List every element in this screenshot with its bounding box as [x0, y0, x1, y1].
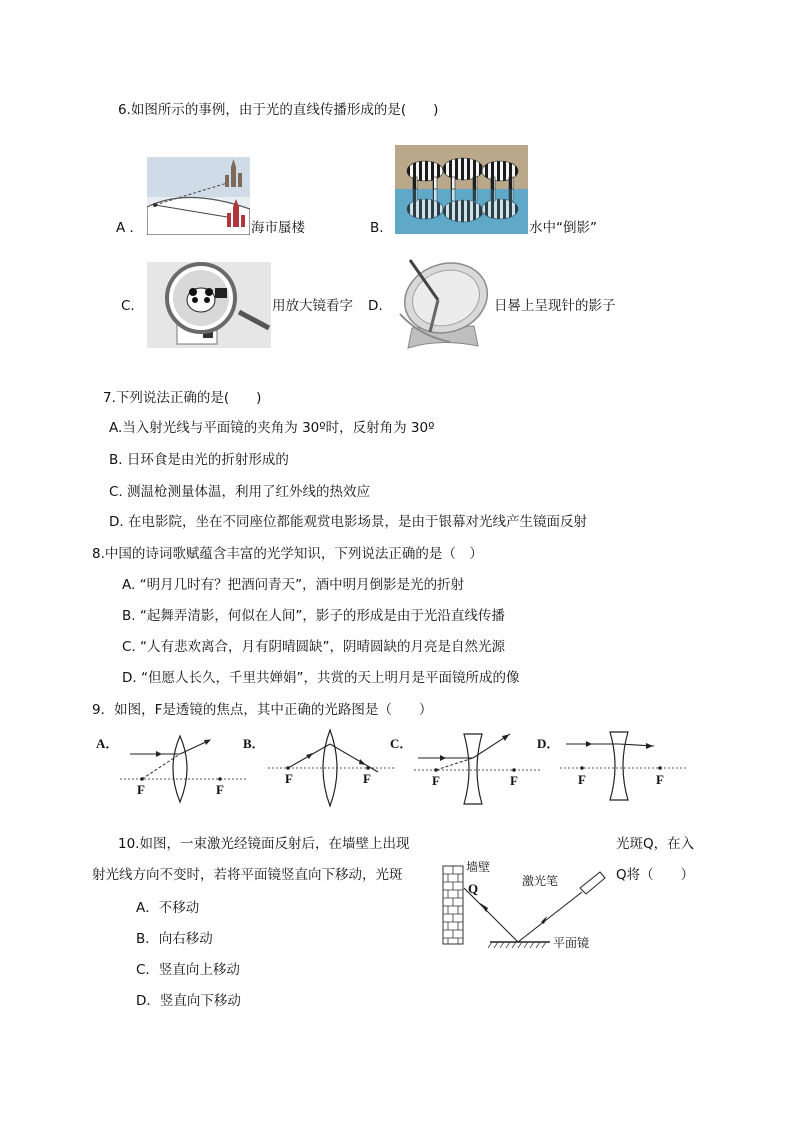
q6-option-c-letter: C. — [121, 298, 135, 314]
magnifier-image — [147, 262, 271, 348]
sundial-image — [390, 256, 492, 354]
lens-diagram-c — [412, 730, 542, 808]
q8-option-d: D. “但愿人长久，千里共婵娟”，共赏的天上明月是平面镜所成的像 — [122, 670, 520, 686]
q7-option-a: A.当入射光线与平面镜的夹角为 30º时，反射角为 30º — [109, 420, 435, 436]
zebra-reflection-image — [395, 145, 528, 234]
q9-b-focus-right: F — [363, 771, 371, 786]
q10-option-b: B．向右移动 — [136, 931, 213, 947]
q9-c-focus-left: F — [432, 773, 440, 788]
q9-c-focus-right: F — [510, 773, 518, 788]
q9-b-focus-left: F — [285, 771, 293, 786]
q9-option-a-letter: A． — [96, 736, 119, 751]
q10-stem-line1a: 10.如图，一束激光经镜面反射后，在墙壁上出现 — [118, 836, 410, 852]
q10-option-d: D．竖直向下移动 — [136, 993, 241, 1009]
q7-option-b: B. 日环食是由光的折射形成的 — [109, 452, 289, 468]
q10-stem-line2a: 射光线方向不变时，若将平面镜竖直向下移动，光斑 — [92, 867, 403, 883]
q9-a-focus-left: F — [137, 782, 145, 797]
q10-option-c: C．竖直向上移动 — [136, 962, 240, 978]
q9-option-d-letter: D． — [537, 736, 560, 751]
lens-diagram-b — [266, 728, 396, 808]
q10-mirror-label: 平面镜 — [553, 936, 590, 950]
q8-option-a: A. “明月几时有？把酒问青天”，酒中明月倒影是光的折射 — [122, 577, 465, 593]
q9-a-focus-right: F — [216, 782, 224, 797]
q6-stem: 6.如图所示的事例，由于光的直线传播形成的是( ) — [118, 102, 439, 118]
q9-option-b-letter: B． — [243, 736, 265, 751]
q7-option-d: D. 在电影院，坐在不同座位都能观赏电影场景，是由于银幕对光线产生镜面反射 — [109, 514, 587, 530]
q6-option-b-caption: 水中“倒影” — [529, 220, 597, 236]
q6-option-a-caption: 海市蜃楼 — [251, 220, 305, 236]
q8-option-b: B. “起舞弄清影，何似在人间”，影子的形成是由于光沿直线传播 — [122, 608, 505, 624]
q10-spot-label: Q — [468, 881, 479, 896]
q10-laser-label: 激光笔 — [522, 874, 559, 888]
q6-option-b-letter: B. — [370, 220, 384, 236]
q7-stem: 7.下列说法正确的是( ) — [103, 390, 262, 406]
q9-d-focus-left: F — [578, 772, 586, 787]
q9-option-c-letter: C． — [390, 736, 413, 751]
q10-option-a: A．不移动 — [136, 900, 200, 916]
q7-option-c: C. 测温枪测量体温，利用了红外线的热效应 — [109, 484, 371, 500]
mirage-image — [147, 157, 250, 235]
q6-option-d-caption: 日晷上呈现针的影子 — [494, 298, 616, 314]
q8-option-c: C. “人有悲欢离合，月有阴晴圆缺”，阴晴圆缺的月亮是自然光源 — [122, 639, 505, 655]
q10-stem-line1b: 光斑Q，在入 — [616, 836, 695, 852]
q10-stem-line2b: Q将（ ） — [616, 867, 695, 883]
lens-diagram-d — [558, 728, 688, 806]
q6-option-d-letter: D. — [368, 298, 383, 314]
q9-d-focus-right: F — [656, 772, 664, 787]
q6-option-c-caption: 用放大镜看字 — [272, 298, 353, 314]
q8-stem: 8.中国的诗词歌赋蕴含丰富的光学知识，下列说法正确的是（ ） — [92, 546, 483, 562]
q6-option-a-letter: A ． — [116, 220, 144, 236]
q10-wall-label: 墙壁 — [466, 860, 491, 874]
q9-stem: 9．如图，F是透镜的焦点，其中正确的光路图是（ ） — [92, 702, 433, 718]
